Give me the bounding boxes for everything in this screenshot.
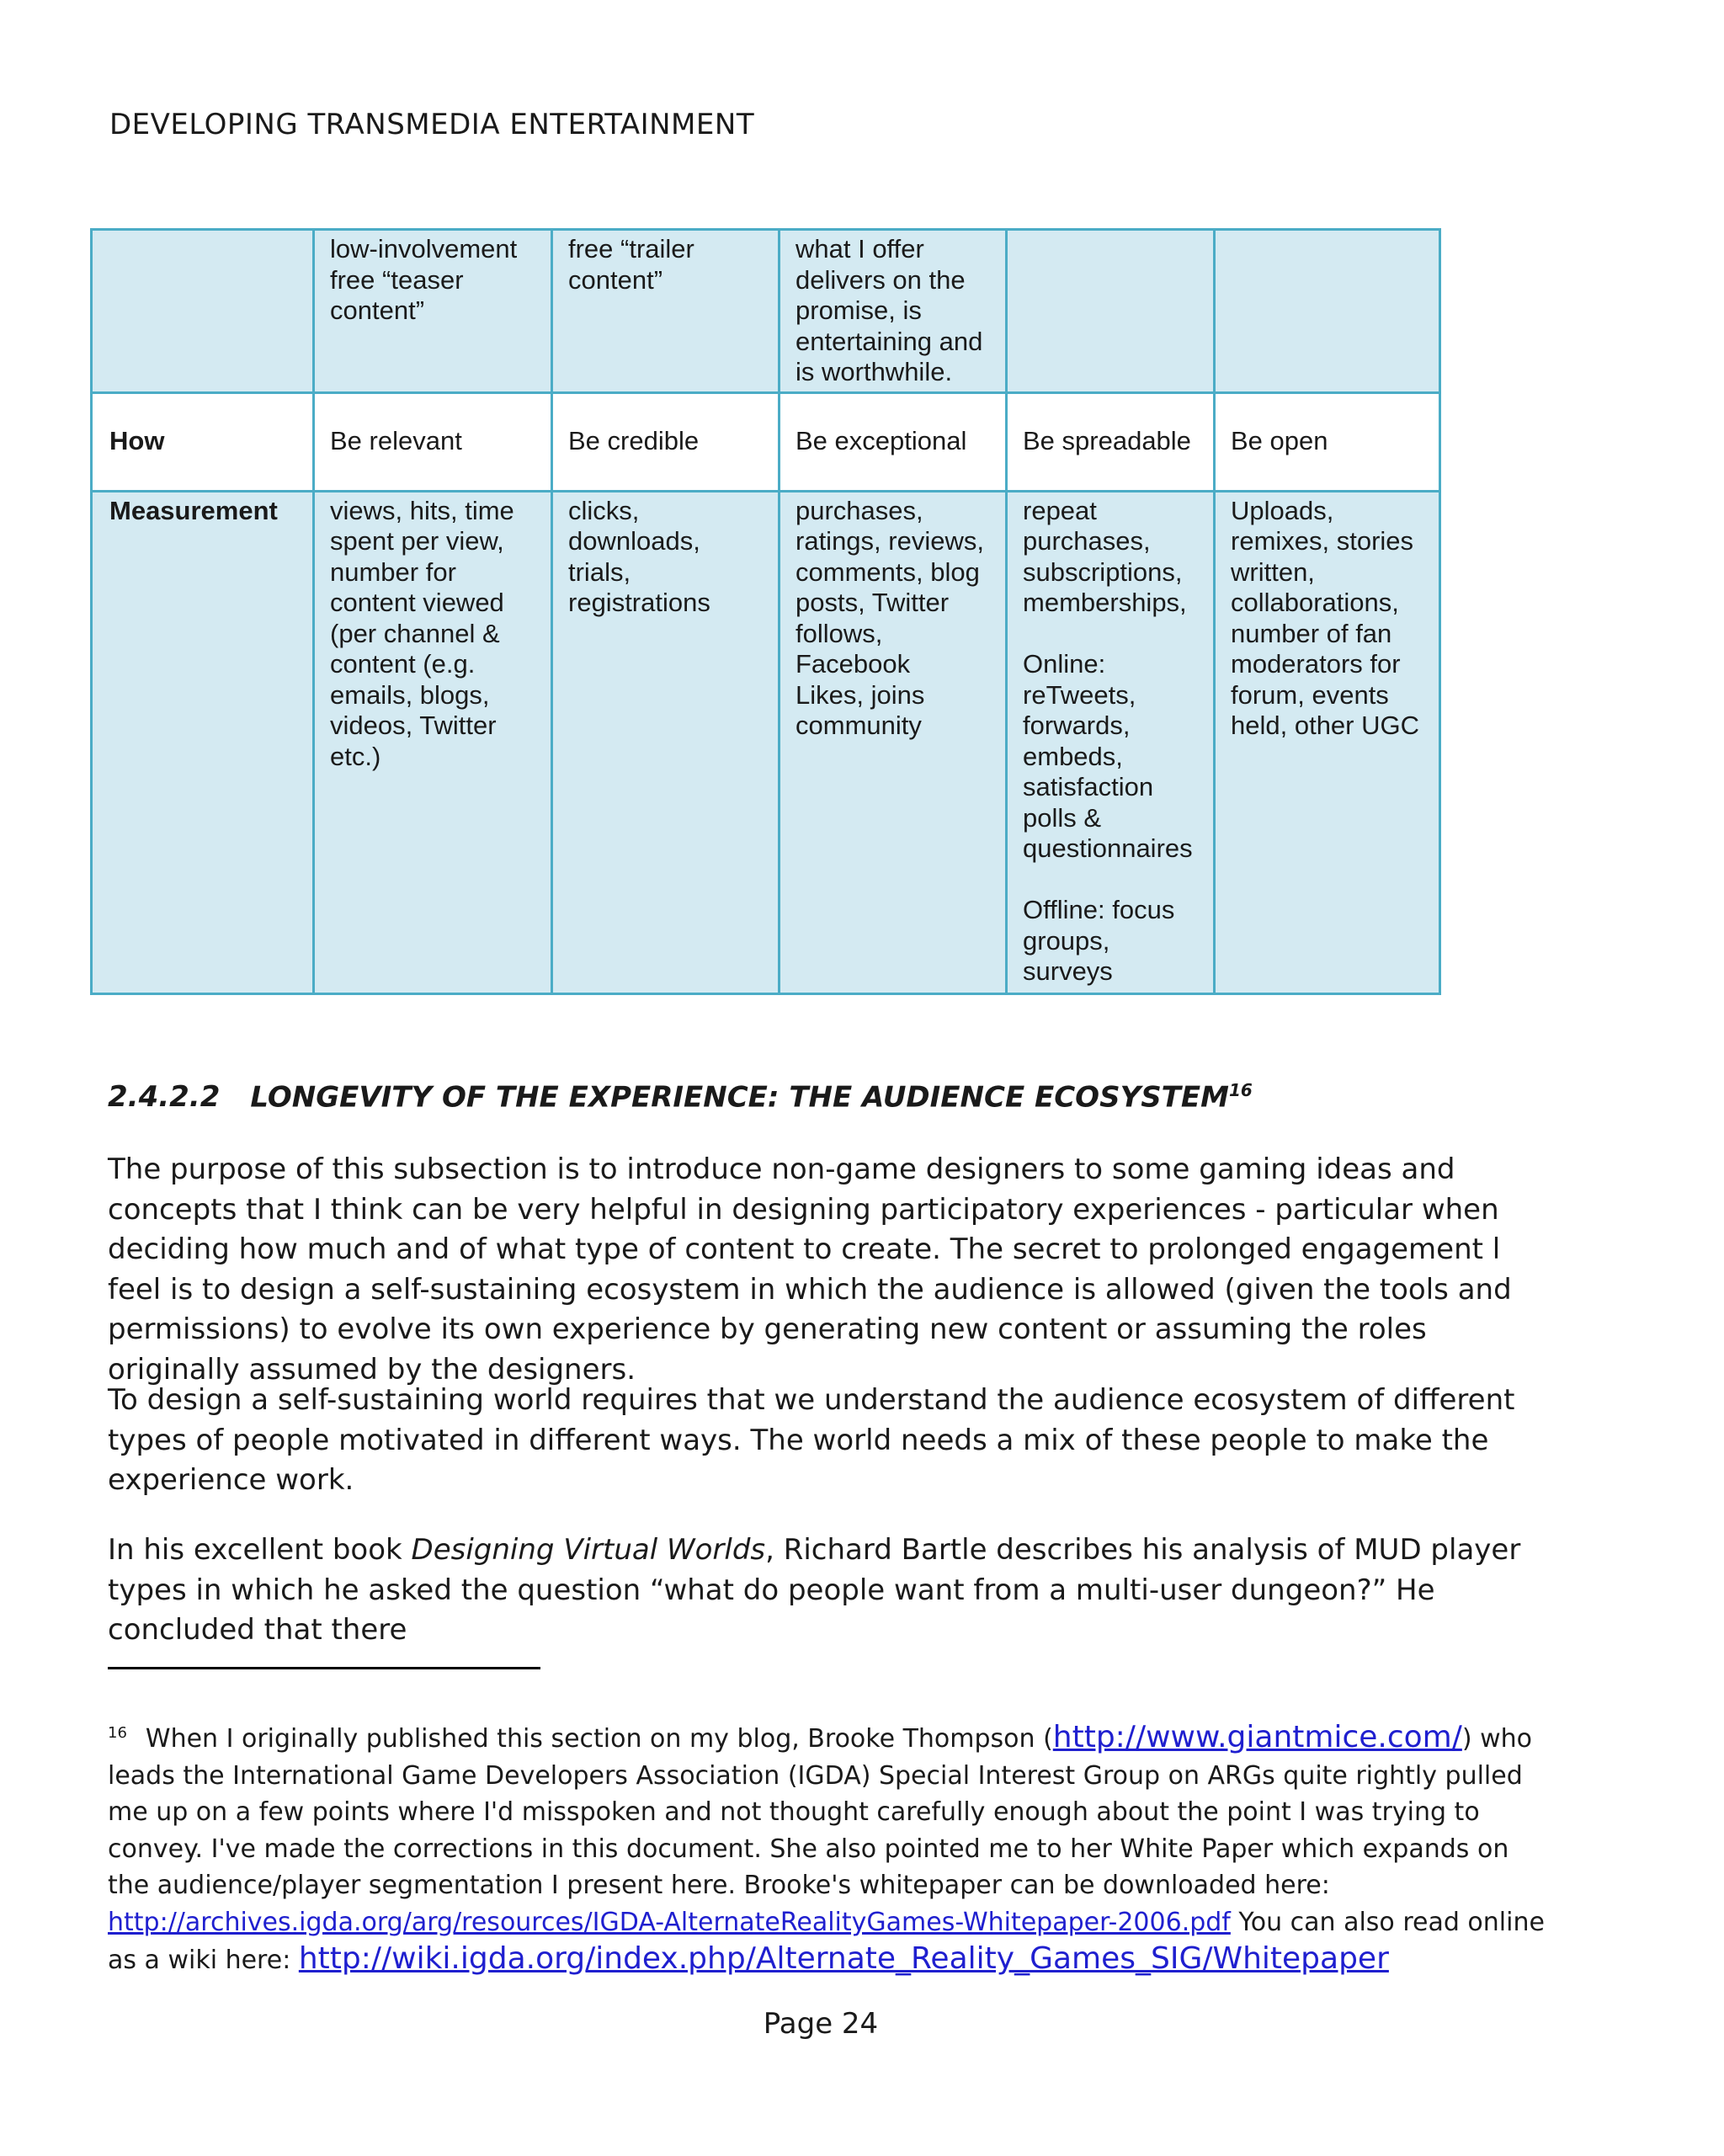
footnote-marker: 16 bbox=[108, 1724, 127, 1742]
row-label: Measurement bbox=[92, 491, 314, 993]
table-cell: free “trailer content” bbox=[552, 230, 780, 393]
table-cell: low-involvement free “teaser content” bbox=[314, 230, 552, 393]
section-number: 2.4.2.2 bbox=[108, 1080, 221, 1115]
table-cell bbox=[1215, 230, 1440, 393]
paragraph-text: In his excellent book bbox=[108, 1533, 412, 1567]
body-paragraph bbox=[108, 1530, 1539, 1651]
measurement-table bbox=[90, 228, 1441, 995]
wiki-link[interactable]: http://wiki.igda.org/index.php/Alternate_Reality_Games_SIG/Whitepaper bbox=[298, 1941, 1389, 1976]
table-cell: Be relevant bbox=[314, 392, 552, 491]
table-cell: what I offer delivers on the promise, is entertaining and is worthwhile. bbox=[780, 230, 1007, 393]
paragraph-text: , Richard Bartle describes his analysis of MUD player types in which he asked the question “what do people want from a multi-user dungeon?” He concluded that there bbox=[108, 1533, 1521, 1647]
table-cell: purchases, ratings, reviews, comments, blog posts, Twitter follows, Facebook Likes, joins community bbox=[780, 491, 1007, 993]
row-label: How bbox=[92, 392, 314, 491]
table-row bbox=[92, 230, 1440, 393]
table-row bbox=[92, 491, 1440, 993]
table-cell: Be exceptional bbox=[780, 392, 1007, 491]
row-label bbox=[92, 230, 314, 393]
body-paragraph: To design a self-sustaining world requires that we understand the audience ecosystem of different types of people motivated in different ways. The world needs a mix of these people to make the experience work. bbox=[108, 1383, 1515, 1497]
page-number: Page 24 bbox=[763, 2007, 879, 2041]
table-cell: Uploads, remixes, stories written, collaborations, number of fan moderators for forum, events held, other UGC bbox=[1215, 491, 1440, 993]
footnote-text: You can also read online as a wiki here: bbox=[108, 1907, 1545, 1975]
body-paragraph: The purpose of this subsection is to introduce non-game designers to some gaming ideas and concepts that I think can be very helpful in designing participatory experiences - particular when deciding how much and of what type of content to create. The secret to prolonged engagement l feel is to design a self-sustaining ecosystem in which the audience is allowed (given the tools and permissions) to evolve its own experience by generating new content or assuming the roles originally assumed by the designers. bbox=[108, 1153, 1512, 1387]
book-title: Designing Virtual Worlds bbox=[411, 1533, 766, 1567]
section-title: LONGEVITY OF THE EXPERIENCE: THE AUDIENCE ECOSYSTEM bbox=[250, 1080, 1229, 1115]
table-cell: Be spreadable bbox=[1007, 392, 1215, 491]
footnote-text: ) who leads the International Game Developers Association (IGDA) Special Interest Group on ARGs quite rightly pulled me up on a few points where I'd misspoken and not thought carefully enough about the point I was trying to convey. I've made the corrections in this document. She also pointed me to her White Paper which expands on the audience/player segmentation I present here. Brooke's whitepaper can be downloaded here: bbox=[108, 1724, 1533, 1900]
section-heading bbox=[108, 1080, 1253, 1114]
table-cell: views, hits, time spent per view, number for content viewed (per channel & content (e.g. emails, blogs, videos, Twitter etc.) bbox=[314, 491, 552, 993]
table-row bbox=[92, 392, 1440, 491]
table-cell bbox=[1007, 230, 1215, 393]
footnote-reference[interactable]: 16 bbox=[1228, 1080, 1253, 1100]
whitepaper-pdf-link[interactable]: http://archives.igda.org/arg/resources/IGDA-AlternateRealityGames-Whitepaper-2006.pdf bbox=[108, 1907, 1231, 1937]
running-header: DEVELOPING TRANSMEDIA ENTERTAINMENT bbox=[109, 108, 755, 141]
giantmice-link[interactable]: http://www.giantmice.com/ bbox=[1052, 1720, 1462, 1754]
table-cell: Be credible bbox=[552, 392, 780, 491]
table-cell: Be open bbox=[1215, 392, 1440, 491]
table-cell: repeat purchases, subscriptions, memberships, Online: reTweets, forwards, embeds, satisfaction polls & questionnaires Offline: focus groups, surveys bbox=[1007, 491, 1215, 993]
footnote-text: When I originally published this section on my blog, Brooke Thompson ( bbox=[145, 1724, 1053, 1754]
footnote bbox=[108, 1715, 1556, 1979]
table-cell: clicks, downloads, trials, registrations bbox=[552, 491, 780, 993]
footnote-divider bbox=[108, 1667, 540, 1669]
